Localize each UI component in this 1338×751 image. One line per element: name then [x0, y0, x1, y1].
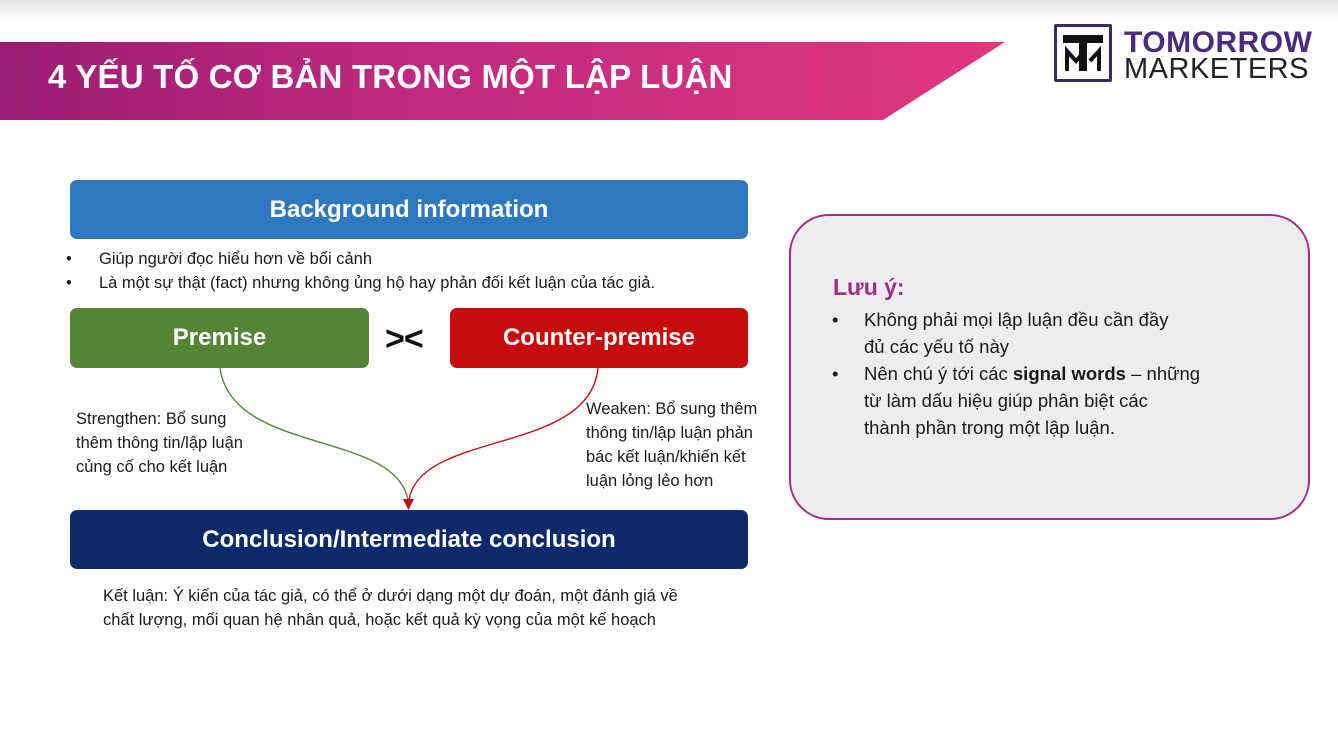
- page-title: 4 YẾU TỐ CƠ BẢN TRONG MỘT LẬP LUẬN: [48, 58, 733, 95]
- arrowhead-icon: [403, 499, 414, 510]
- conclusion-description: [103, 584, 678, 632]
- strengthen-arrow: [220, 368, 408, 500]
- conclusion-line: Kết luận: Ý kiến của tác giả, có thể ở dưới dạng một dự đoán, một đánh giá về: [103, 587, 678, 605]
- weaken-line: luận lỏng lẻo hơn: [586, 472, 714, 490]
- strengthen-line: củng cố cho kết luận: [76, 458, 228, 476]
- note-item: [832, 306, 1200, 360]
- note-item-line: đủ các yếu tố này: [864, 336, 1010, 357]
- weaken-arrow: [409, 368, 598, 500]
- note-panel-list: [832, 306, 1200, 441]
- background-bullet: • Giúp người đọc hiểu hơn về bối cảnh: [66, 247, 655, 271]
- conclusion-line: chất lượng, mối quan hệ nhân quả, hoặc kết quả kỳ vọng của một kế hoạch: [103, 611, 656, 629]
- note-item-line: từ làm dấu hiệu giúp phân biệt các: [864, 390, 1148, 411]
- note-item-line: [864, 360, 1200, 387]
- weaken-line: bác kết luận/khiến kết: [586, 448, 746, 466]
- logo-text-marketers: MARKETERS: [1124, 53, 1309, 85]
- background-bullet: • Là một sự thật (fact) nhưng không ủng hộ hay phản đối kết luận của tác giả.: [66, 271, 655, 295]
- note-item-line: thành phần trong một lập luận.: [864, 417, 1115, 438]
- background-information-box: Background information: [70, 180, 748, 239]
- note-item-prefix: Nên chú ý tới các: [864, 363, 1013, 384]
- note-item: [832, 360, 1200, 441]
- weaken-description: [586, 397, 757, 493]
- strengthen-description: [76, 407, 243, 479]
- logo-text-tomorrow: TOMORROW: [1124, 26, 1313, 59]
- note-item-line: • Không phải mọi lập luận đều cần đầy: [864, 309, 1169, 330]
- premise-box: Premise: [70, 308, 369, 368]
- weaken-line: thông tin/lập luận phản: [586, 424, 753, 442]
- note-panel-title: Lưu ý:: [833, 274, 905, 300]
- conclusion-box: Conclusion/Intermediate conclusion: [70, 510, 748, 569]
- strengthen-line: thêm thông tin/lập luận: [76, 434, 243, 452]
- strengthen-line: Strengthen: Bổ sung: [76, 410, 227, 428]
- counter-premise-box: Counter-premise: [450, 308, 748, 368]
- weaken-line: Weaken: Bổ sung thêm: [586, 400, 758, 418]
- note-item-suffix: – những: [1125, 363, 1201, 384]
- versus-symbol: ><: [385, 320, 423, 358]
- signal-words-emphasis: signal words: [1012, 363, 1126, 384]
